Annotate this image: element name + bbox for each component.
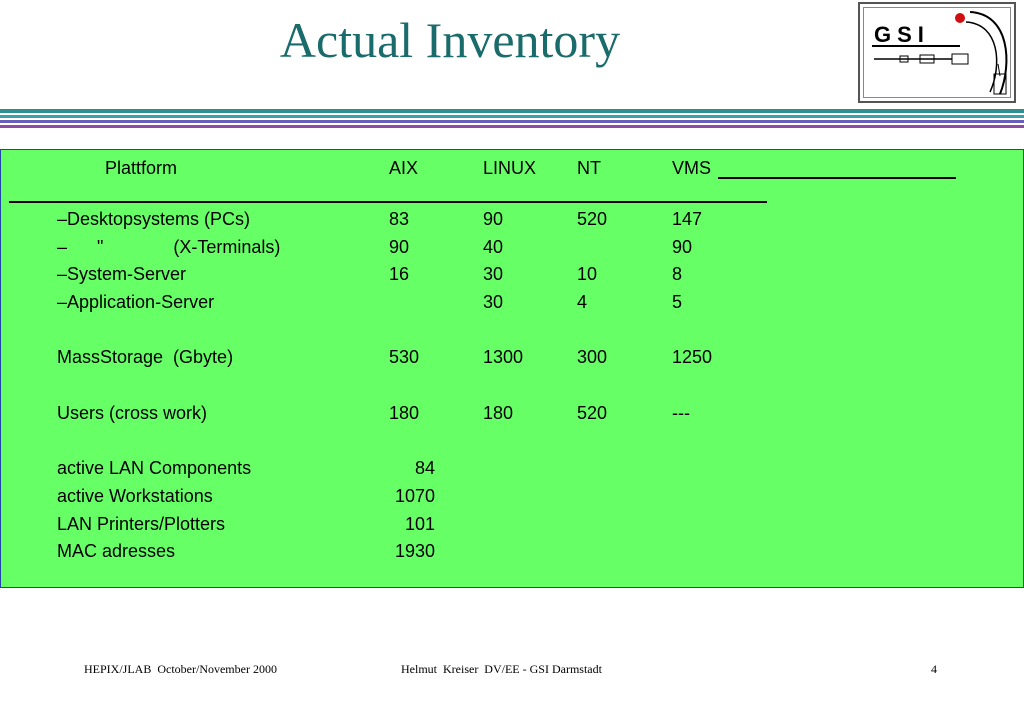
- mass-storage-nt: 300: [577, 347, 608, 367]
- header-rule-2: [0, 115, 1024, 118]
- header-rule-3: [0, 120, 1024, 123]
- mass-storage-vms: 1250: [672, 347, 713, 367]
- lan-label: active LAN Components: [57, 458, 252, 478]
- header-vms: VMS: [672, 158, 712, 178]
- mass-storage-linux: 1300: [483, 347, 524, 367]
- lan-label: MAC adresses: [57, 541, 176, 561]
- row-label: –Desktopsystems (PCs): [57, 209, 251, 229]
- footer-page-number: 4: [931, 662, 937, 676]
- row-vms: 90: [672, 237, 693, 257]
- header-linux: LINUX: [483, 158, 537, 178]
- vms-underline: [718, 177, 956, 179]
- mass-storage-aix: 530: [389, 347, 420, 367]
- lan-label: LAN Printers/Plotters: [57, 514, 226, 534]
- users-aix: 180: [389, 403, 420, 423]
- row-aix: 16: [389, 264, 410, 284]
- users-linux: 180: [483, 403, 514, 423]
- gsi-logo: [858, 2, 1016, 103]
- header-rule-4: [0, 125, 1024, 128]
- row-vms: 8: [672, 264, 683, 284]
- row-nt: 10: [577, 264, 598, 284]
- lan-value: 101: [404, 514, 435, 534]
- row-linux: 40: [483, 237, 504, 257]
- header-divider: [9, 201, 767, 203]
- row-aix: 90: [389, 237, 410, 257]
- row-nt: 520: [577, 209, 608, 229]
- header-platform: Plattform: [105, 158, 178, 178]
- users-nt: 520: [577, 403, 608, 423]
- row-vms: 5: [672, 292, 683, 312]
- slide-title: Actual Inventory: [279, 12, 621, 68]
- header-nt: NT: [577, 158, 601, 178]
- lan-value: 1930: [394, 541, 435, 561]
- logo-letters: GSI: [874, 22, 930, 47]
- lan-value: 1070: [394, 486, 435, 506]
- users-label: Users (cross work): [57, 403, 208, 423]
- row-nt: 4: [577, 292, 588, 312]
- footer-author: Helmut Kreiser DV/EE - GSI Darmstadt: [401, 662, 602, 676]
- row-linux: 30: [483, 292, 504, 312]
- row-vms: 147: [672, 209, 703, 229]
- users-vms: ---: [672, 403, 690, 423]
- row-aix: 83: [389, 209, 410, 229]
- row-label: –System-Server: [57, 264, 187, 284]
- inventory-panel: [0, 149, 1024, 588]
- header-aix: AIX: [389, 158, 419, 178]
- row-linux: 90: [483, 209, 504, 229]
- row-label: –Application-Server: [57, 292, 215, 312]
- lan-value: 84: [414, 458, 435, 478]
- mass-storage-label: MassStorage (Gbyte): [57, 347, 234, 367]
- row-label: – " (X-Terminals): [57, 237, 281, 257]
- gsi-logo-graphic: [860, 4, 1018, 105]
- header-rule-1: [0, 109, 1024, 113]
- lan-label: active Workstations: [57, 486, 213, 506]
- footer-event: HEPIX/JLAB October/November 2000: [84, 662, 277, 676]
- row-linux: 30: [483, 264, 504, 284]
